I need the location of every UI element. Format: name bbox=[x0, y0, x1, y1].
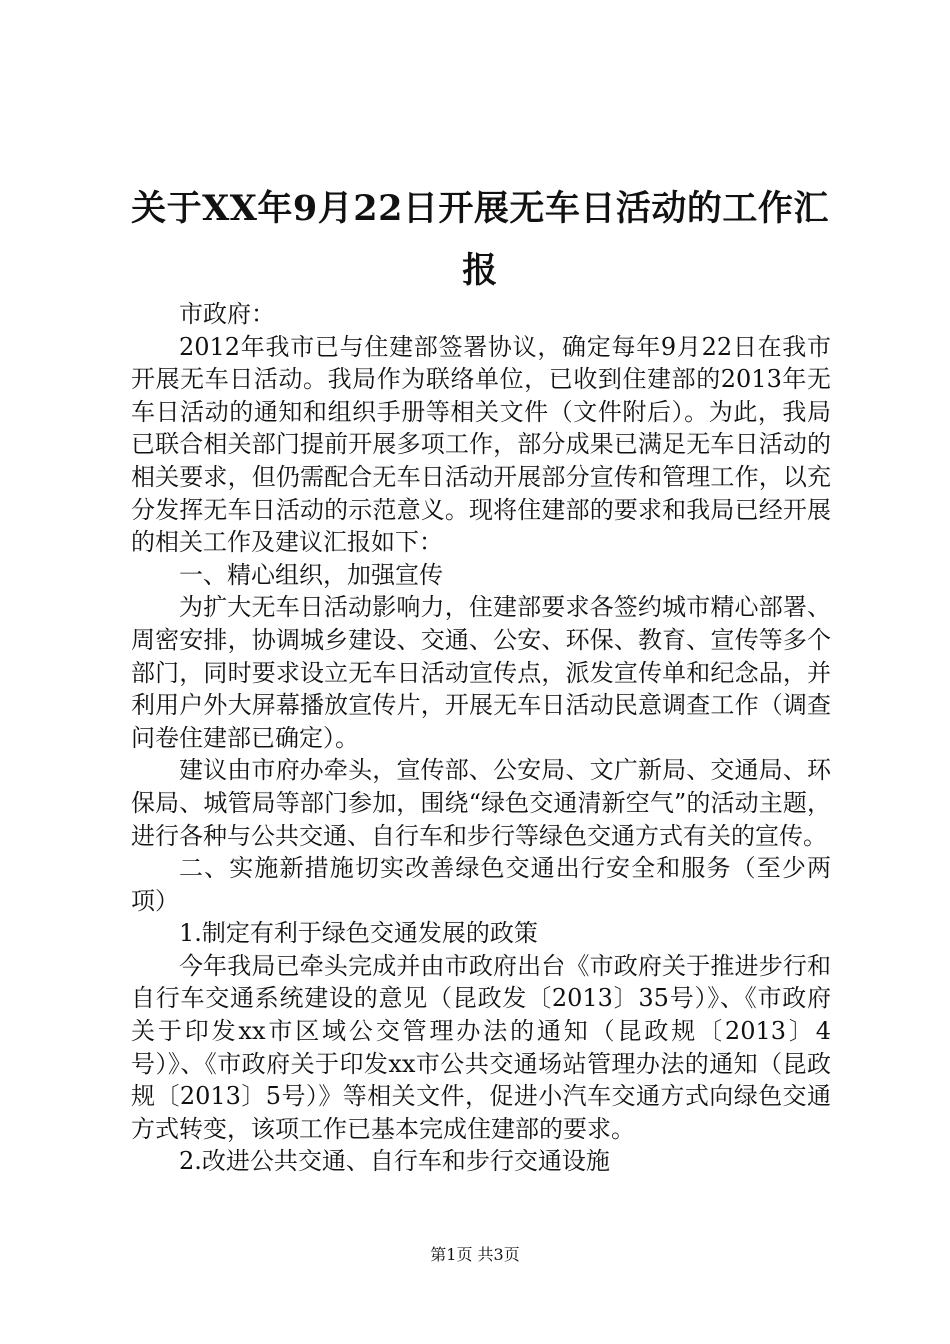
intro-paragraph: 2012年我市已与住建部签署协议，确定每年9月22日在我市开展无车日活动。我局作为联络单位，已收到住建部的2013年无车日活动的通知和组织手册等相关文件（文件附后）。为此，我局已联合相关部门提前开展多项工作，部分成果已满足无车日活动的相关要求，但仍需配合无车日活动开展部分宣传和管理工作，以充分发挥无车日活动的示范意义。现将住建部的要求和我局已经开展的相关工作及建议汇报如下： bbox=[131, 332, 831, 557]
document-title: 关于XX年9月22日开展无车日活动的工作汇报 bbox=[131, 188, 829, 291]
salutation: 市政府： bbox=[179, 300, 275, 328]
body-paragraph: 为扩大无车日活动影响力，住建部要求各签约城市精心部署、周密安排，协调城乡建设、交通、公安、环保、教育、宣传等多个部门，同时要求设立无车日活动宣传点，派发宣传单和纪念品，并利用户外大屏幕播放宣传片，开展无车日活动民意调查工作（调查问卷住建部已确定）。 bbox=[131, 593, 831, 752]
document-body bbox=[131, 298, 831, 1178]
body-paragraph: 今年我局已牵头完成并由市政府出台《市政府关于推进步行和自行车交通系统建设的意见（昆政发〔2013〕35号）》、《市政府关于印发xx市区域公交管理办法的通知（昆政规〔2013〕4号）》、《市政府关于印发xx市公共交通场站管理办法的通知（昆政规〔2013〕5号）》等相关文件，促进小汽车交通方式向绿色交通方式转变，该项工作已基本完成住建部的要求。 bbox=[131, 951, 831, 1143]
section-heading-2: 二、实施新措施切实改善绿色交通出行安全和服务（至少两项） bbox=[131, 854, 831, 915]
section-heading-1: 一、精心组织，加强宣传 bbox=[179, 560, 443, 589]
subsection-heading-2: 2.改进公共交通、自行车和步行交通设施 bbox=[179, 1147, 610, 1176]
body-paragraph: 建议由市府办牵头，宣传部、公安局、文广新局、交通局、环保局、城管局等部门参加，围绕“绿色交通清新空气”的活动主题，进行各种与公共交通、自行车和步行等绿色交通方式有关的宣传。 bbox=[131, 756, 831, 850]
page-footer: 第1页 共3页 bbox=[430, 1245, 520, 1264]
subsection-heading-1: 1.制定有利于绿色交通发展的政策 bbox=[179, 919, 538, 948]
